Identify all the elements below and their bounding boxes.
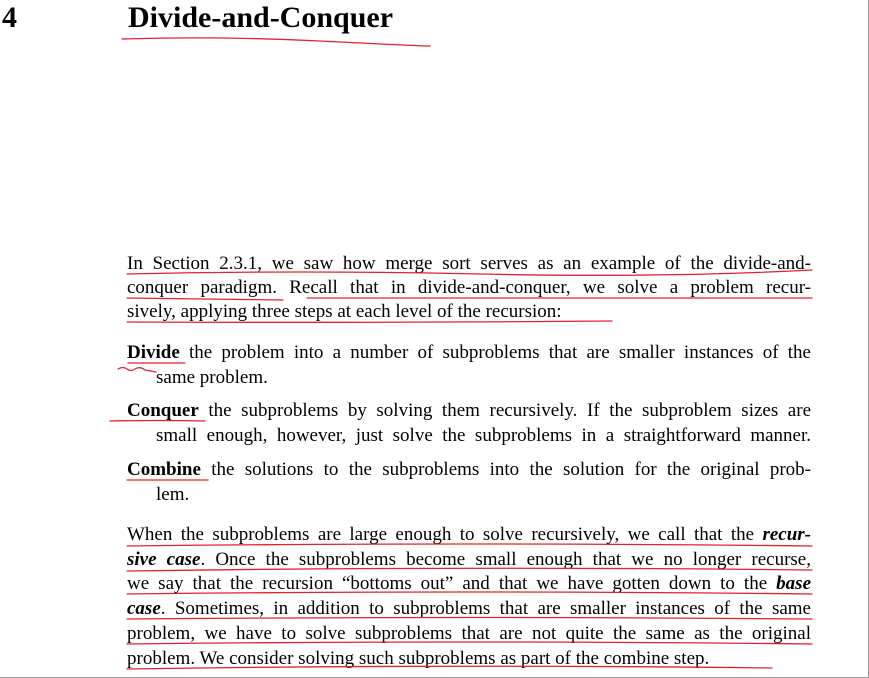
closing-line-2 — [127, 548, 811, 572]
step-divide-line-1 — [127, 341, 811, 365]
underline-title — [122, 38, 430, 46]
term-base-case-part2: case — [127, 598, 161, 619]
intro-line-3: sively, applying three steps at each level of the recursion: — [127, 301, 562, 322]
term-recursive-case-part1: recur- — [762, 524, 811, 545]
term-base-case-part1: base — [776, 573, 811, 594]
step-conquer-line-2: small enough, however, just solve the subproblems in a straightforward manner. — [156, 425, 811, 446]
closing-line-1 — [127, 523, 811, 547]
term-recursive-case-part2: sive case — [127, 549, 201, 570]
step-combine-line-2: lem. — [156, 484, 190, 505]
closing-line-4 — [127, 597, 811, 621]
closing-line-1-text: When the subproblems are large enough to solve recursively, we call that the — [127, 524, 763, 545]
step-divide-text: the problem into a number of subproblems that are smaller instances of the — [179, 342, 811, 363]
chapter-number: 4 — [2, 1, 17, 34]
step-divide-line-2: same problem. — [156, 367, 268, 388]
closing-line-4-text: . Sometimes, in addition to subproblems that are smaller instances of the same — [160, 598, 811, 619]
intro-line-2: conquer paradigm. Recall that in divide-and-conquer, we solve a problem recur- — [127, 277, 811, 298]
step-combine-text: the solutions to the subproblems into the solution for the original prob- — [200, 459, 811, 480]
closing-line-6: problem. We consider solving such subproblems as part of the combine step. — [127, 648, 710, 669]
closing-line-3-text: we say that the recursion “bottoms out” and that we have gotten down to the — [127, 573, 777, 594]
underline-divide-squiggle — [118, 368, 156, 373]
step-conquer-line-1 — [127, 399, 811, 423]
step-conquer-term: Conquer — [127, 400, 199, 421]
chapter-title: Divide-and-Conquer — [128, 1, 394, 34]
step-conquer-text: the subproblems by solving them recursively. If the subproblem sizes are — [198, 400, 811, 421]
intro-line-1: In Section 2.3.1, we saw how merge sort serves as an example of the divide-and- — [127, 253, 811, 274]
step-combine-term: Combine — [127, 459, 201, 480]
step-divide-term: Divide — [127, 342, 180, 363]
closing-line-3 — [127, 572, 811, 596]
closing-line-2-text: . Once the subproblems become small enough that we no longer recurse, — [200, 549, 811, 570]
closing-line-5: problem, we have to solve subproblems that are not quite the same as the original — [127, 623, 811, 644]
step-combine-line-1 — [127, 458, 811, 482]
